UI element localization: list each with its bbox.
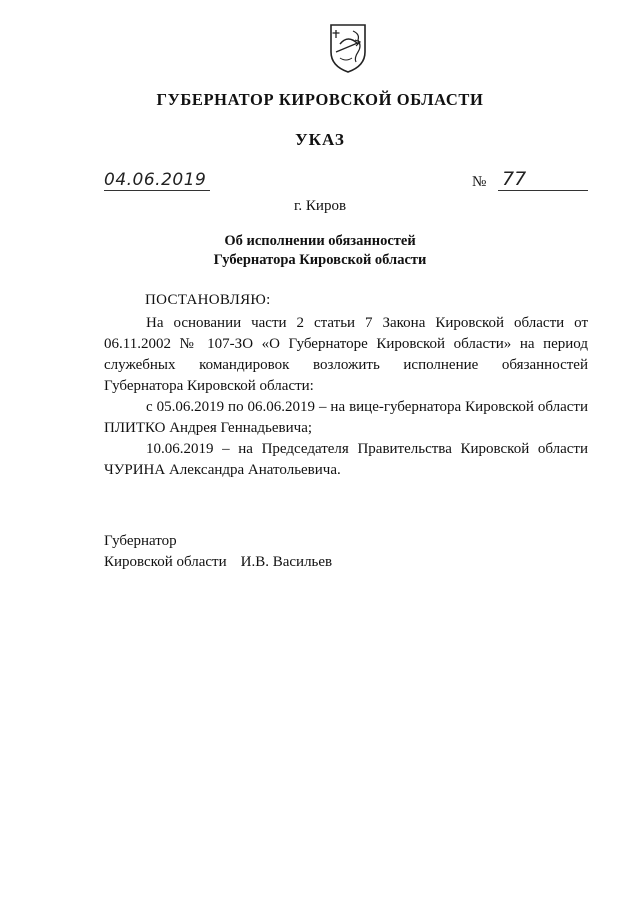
issuing-city: г. Киров [293, 198, 347, 214]
document-subject [0, 232, 640, 270]
subject-line-1: Об исполнении обязанностей [224, 233, 416, 249]
number-sign: № [472, 174, 487, 190]
body-paragraph: с 05.06.2019 по 06.06.2019 – на вице-губернатора Кировской области ПЛИТКО Андрея Геннадьевича; [104, 399, 588, 436]
body-paragraph: 10.06.2019 – на Председателя Правительства Кировской области ЧУРИНА Александра Анатольевича. [104, 441, 588, 478]
body-paragraph: На основании части 2 статьи 7 Закона Кировской области от 06.11.2002 № 107-ЗО «О Губернаторе Кировской области» на период служебных командировок возложить исполнение обязанностей Губернатора Кировской области: [104, 315, 588, 394]
issuing-authority: ГУБЕРНАТОР КИРОВСКОЙ ОБЛАСТИ [156, 90, 484, 109]
document-date: 04.06.2019 [104, 170, 207, 190]
signer-title-line-2: Кировской области [104, 554, 227, 570]
signature-block [104, 531, 332, 573]
coat-of-arms-icon [328, 22, 368, 74]
document-type: УКАЗ [295, 130, 345, 149]
subject-line-2: Губернатора Кировской области [213, 252, 427, 268]
document-body [104, 313, 588, 481]
signer-title-line-1: Губернатор [104, 533, 177, 549]
date-underline [104, 190, 210, 191]
document-number: 77 [502, 168, 527, 190]
number-underline [498, 190, 588, 191]
decree-word: ПОСТАНОВЛЯЮ: [145, 292, 271, 308]
signer-name: И.В. Васильев [240, 554, 333, 570]
